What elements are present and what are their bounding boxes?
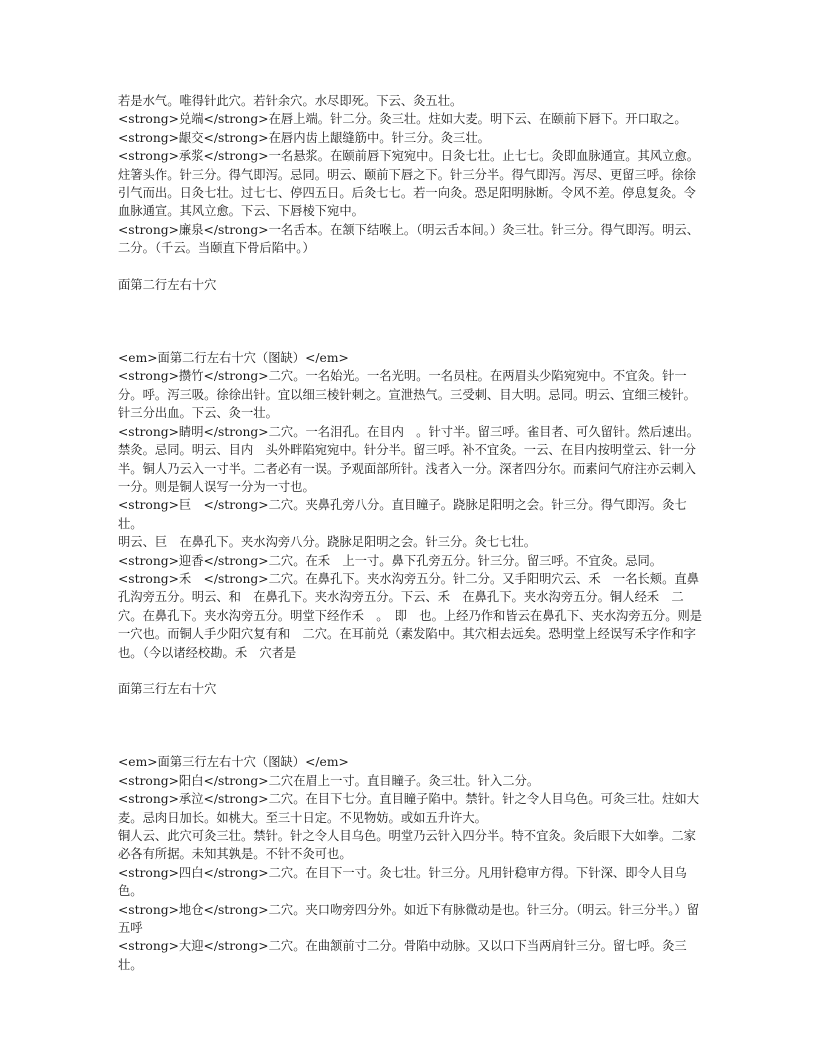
paragraph-sibai: <strong>四白</strong>二穴。在目下一寸。灸七壮。针三分。凡用针稳审方得。下针深、即令人目乌色。 xyxy=(118,865,687,899)
section-2 xyxy=(118,349,703,662)
paragraph-chengqi: <strong>承泣</strong>二穴。在目下七分。直目瞳子陷中。禁针。针之令人目乌色。可灸三壮。炷如大麦。忌肉日加长。如桃大。至三十日定。不见物妨。或如五升许大。 xyxy=(118,792,699,825)
paragraph-dicang: <strong>地仓</strong>二穴。夹口吻旁四分外。如近下有脉微动是也。针三分。（明云。针三分半。）留五呼 xyxy=(118,902,699,936)
paragraph-yingxiang: <strong>迎香</strong>二穴。在禾 上一寸。鼻下孔旁五分。针三分。留三呼。不宜灸。忌同。 xyxy=(118,553,663,568)
paragraph-ju: <strong>巨 </strong>二穴。夹鼻孔旁八分。直目瞳子。跷脉足阳明之会。针三分。得气即泻。灸七壮。 xyxy=(118,498,687,531)
paragraph-daying: <strong>大迎</strong>二穴。在曲颔前寸二分。骨陷中动脉。又以口下当两肩针三分。留七呼。灸三壮。 xyxy=(118,939,687,972)
paragraph-shuiqi: 若是水气。唯得针此穴。若针余穴。水尽即死。下云、灸五壮。 xyxy=(118,94,463,108)
paragraph-jingming: <strong>睛明</strong>二穴。一名泪孔。在目内 。针寸半。留三呼。雀目者、可久留针。然后速出。禁灸。忌同。明云、目内 头外畔陷宛宛中。针分半。留三呼。补不宜灸。一云、在目内按明堂云、针一分半。铜人乃云入一寸半。二者必有一误。予观面部所针。浅者入一分。深者四分尔。而素问气府注亦云刺入一分。则是铜人误写一分为一寸也。 xyxy=(118,424,699,494)
paragraph-he: <strong>禾 </strong>二穴。在鼻孔下。夹水沟旁五分。针二分。又手阳明穴云、禾 一名长颊。直鼻孔沟旁五分。明云、和 在鼻孔下。夹水沟旁五分。下云、禾 在鼻孔下。夹水沟旁五分。铜人经禾 二穴。在鼻孔下。夹水沟旁五分。明堂下经作禾 。 即 也。上经乃作和皆云在鼻孔下、夹水沟旁五分。则是一穴也。而铜人手少阳穴复有和 二穴。在耳前兑（素发陷中。其穴相去远矣。恐明堂上经误写禾字作和字也。（今以诸经校勘。禾 穴者是 xyxy=(118,571,703,660)
section-3 xyxy=(118,753,703,974)
paragraph-yinjiao: <strong>龈交</strong>在唇内齿上龈缝筋中。针三分。灸三壮。 xyxy=(118,130,490,145)
document-page xyxy=(118,92,703,974)
paragraph-lianquan: <strong>廉泉</strong>一名舌本。在颔下结喉上。（明云舌本间。）灸三壮。针三分。得气即泻。明云、二分。（千云。当颐直下骨后陷中。） xyxy=(118,222,699,256)
paragraph-section3-title: <em>面第三行左右十穴（图缺）</em> xyxy=(118,755,349,770)
section-heading-face-second-row: 面第二行左右十穴 xyxy=(118,277,217,292)
paragraph-chengqi-tongren: 铜人云、此穴可灸三壮。禁针。针之令人目乌色。明堂乃云针入四分半。特不宜灸。灸后眼下大如拳。二家必各有所据。未知其孰是。不针不灸可也。 xyxy=(118,829,696,862)
paragraph-duiduan: <strong>兑端</strong>在唇上端。针二分。灸三壮。炷如大麦。明下云、在颐前下唇下。开口取之。 xyxy=(118,112,687,127)
paragraph-yangbai: <strong>阳白</strong>二穴在眉上一寸。直目瞳子。灸三壮。针入二分。 xyxy=(118,773,540,788)
paragraph-chengjiang: <strong>承浆</strong>一名悬浆。在颐前唇下宛宛中。日灸七壮。止七七。灸即血脉通宣。其风立愈。炷箸头作。针三分。得气即泻。忌同。明云、颐前下唇之下。针三分半。得气即泻。泻尽、更留三呼。徐徐引气而出。日灸七壮。过七七、停四五日。后灸七七。若一向灸。恐足阳明脉断。令风不差。停息复灸。令血脉通宣。其风立愈。下云、下唇棱下宛中。 xyxy=(118,149,699,219)
paragraph-ju-ming: 明云、巨 在鼻孔下。夹水沟旁八分。跷脉足阳明之会。针三分。灸七七壮。 xyxy=(118,535,537,550)
paragraph-cuanzhu: <strong>攒竹</strong>二穴。一名始光。一名光明。一名员柱。在两眉头少陷宛宛中。不宜灸。针一分。呼。泻三吸。徐徐出针。宜以细三棱针刺之。宣泄热气。三受刺、目大明。忌同。明云、宜细三棱针。针三分出血。下云、灸一壮。 xyxy=(118,369,696,421)
paragraph-section2-title: <em>面第二行左右十穴（图缺）</em> xyxy=(118,351,349,366)
section-heading-face-third-row: 面第三行左右十穴 xyxy=(118,681,217,696)
section-1 xyxy=(118,92,703,258)
